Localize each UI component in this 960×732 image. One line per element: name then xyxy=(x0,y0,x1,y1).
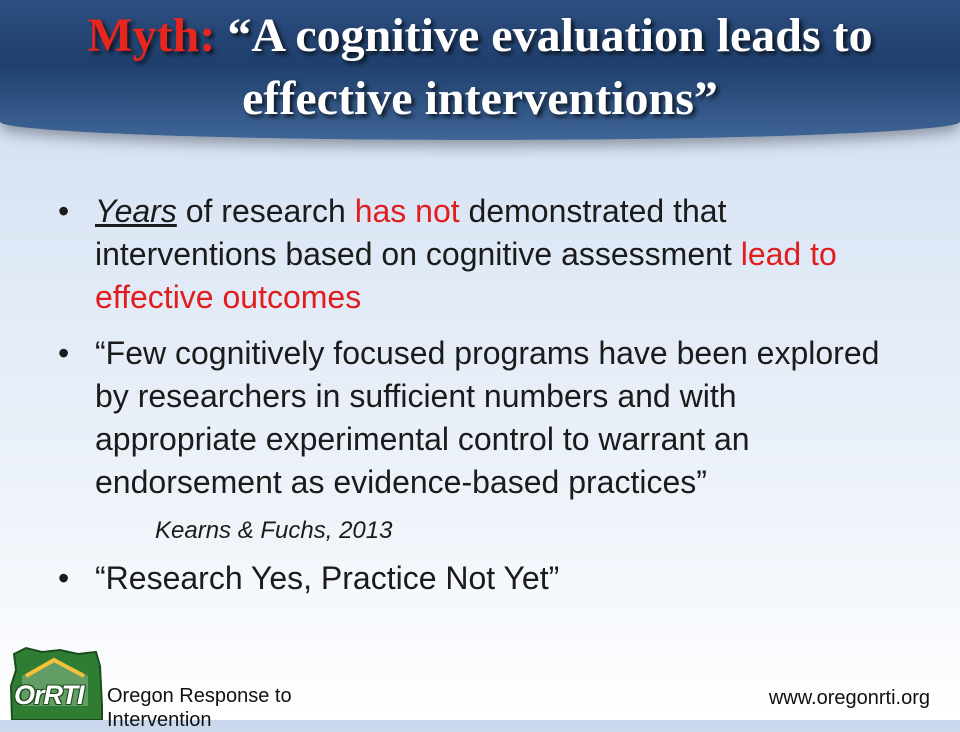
bullet-item-2 xyxy=(58,332,898,546)
bullet-item-1 xyxy=(58,190,898,319)
bullet-1-text-a: of research xyxy=(176,193,355,229)
slide-title xyxy=(0,4,960,130)
bullet-marker: • xyxy=(58,335,70,371)
bullet-1-emphasis: Years xyxy=(95,193,177,229)
bullet-2-quote: “Few cognitively focused programs have been explored by researchers in sufficient numbers and with appropriate experimental control to warrant an endorsement as evidence-based practices” xyxy=(95,335,880,500)
footer-org-line1: Oregon Response to xyxy=(107,685,292,707)
bullet-item-3 xyxy=(58,557,898,600)
footer-org-name xyxy=(107,684,367,732)
bullet-1-highlight-a: has not xyxy=(354,193,460,229)
footer-org-line2: Intervention xyxy=(107,709,212,731)
footer-url[interactable]: www.oregonrti.org xyxy=(768,687,930,709)
bullet-marker: • xyxy=(58,560,70,596)
bullet-1-highlight-b: lead to effective outcomes xyxy=(95,236,837,315)
bullet-3-quote: “Research Yes, Practice Not Yet” xyxy=(95,560,560,596)
bullet-marker: • xyxy=(58,193,70,229)
bullet-list xyxy=(58,190,898,613)
logo-text: OrRTI xyxy=(14,680,84,710)
bullet-1-text-b: demonstrated that interventions based on cognitive assessment xyxy=(95,193,741,272)
citation: Kearns & Fuchs, 2013 xyxy=(155,517,393,544)
title-text: “A cognitive evaluation leads to effective interventions” xyxy=(215,9,873,125)
title-prefix: Myth: xyxy=(87,9,216,62)
